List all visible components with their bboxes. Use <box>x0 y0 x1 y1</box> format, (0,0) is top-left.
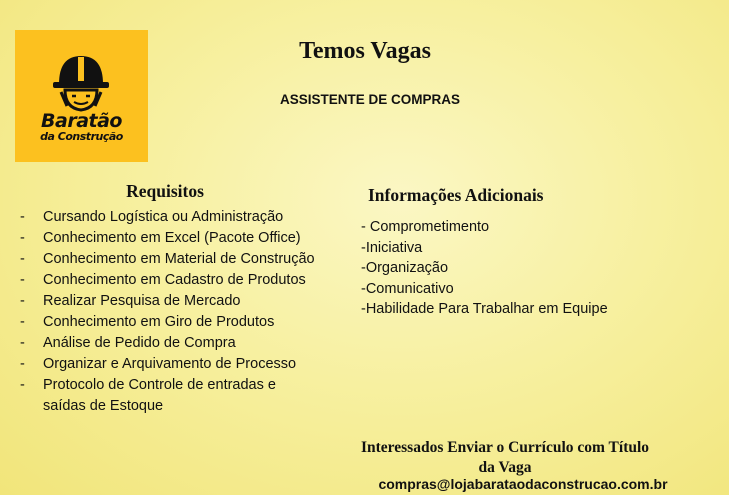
additional-info-heading: Informações Adicionais <box>368 185 544 205</box>
list-item: - Comprometimento <box>361 219 490 235</box>
page-title: Temos Vagas <box>299 38 431 64</box>
dash-bullet-icon: - <box>20 314 25 330</box>
list-item: -Organização <box>361 260 449 276</box>
dash-bullet-icon: - <box>20 230 25 246</box>
logo-tagline: da Construção <box>40 130 123 143</box>
list-item: - Conhecimento em Excel (Pacote Office) <box>20 228 320 249</box>
additional-info-list <box>361 217 661 320</box>
list-item: -Iniciativa <box>361 239 423 256</box>
list-item: - Organizar e Arquivamento de Processo <box>20 354 320 375</box>
list-item: - Conhecimento em Giro de Produtos <box>20 312 320 333</box>
requirements-heading: Requisitos <box>126 181 204 201</box>
logo-wordmark: Baratão <box>41 110 122 132</box>
dash-bullet-icon: - <box>20 293 25 309</box>
job-title: ASSISTENTE DE COMPRAS <box>279 92 461 107</box>
requirements-list <box>20 207 320 417</box>
dash-bullet-icon: - <box>20 209 25 225</box>
dash-bullet-icon: - <box>20 335 25 351</box>
list-item: - Realizar Pesquisa de Mercado <box>20 291 320 312</box>
company-logo <box>15 30 148 162</box>
list-item: - Análise de Pedido de Compra <box>20 333 320 354</box>
list-item: - Conhecimento em Material de Construção <box>20 249 320 270</box>
dash-bullet-icon: - <box>20 377 25 393</box>
dash-bullet-icon: - <box>20 356 25 372</box>
list-item: - Conhecimento em Cadastro de Produtos <box>20 270 320 291</box>
list-item: -Comunicativo <box>361 280 454 297</box>
contact-email: compras@lojabarataodaconstrucao.com.br <box>378 476 668 492</box>
contact-instructions: Interessados Enviar o Currículo com Título da Vaga <box>360 439 650 476</box>
list-item: - Cursando Logística ou Administração <box>20 207 320 228</box>
dash-bullet-icon: - <box>20 272 25 288</box>
dash-bullet-icon: - <box>20 251 25 267</box>
list-item: -Habilidade Para Trabalhar em Equipe <box>361 301 608 317</box>
list-item: - Protocolo de Controle de entradas e saídas de Estoque <box>20 377 276 414</box>
